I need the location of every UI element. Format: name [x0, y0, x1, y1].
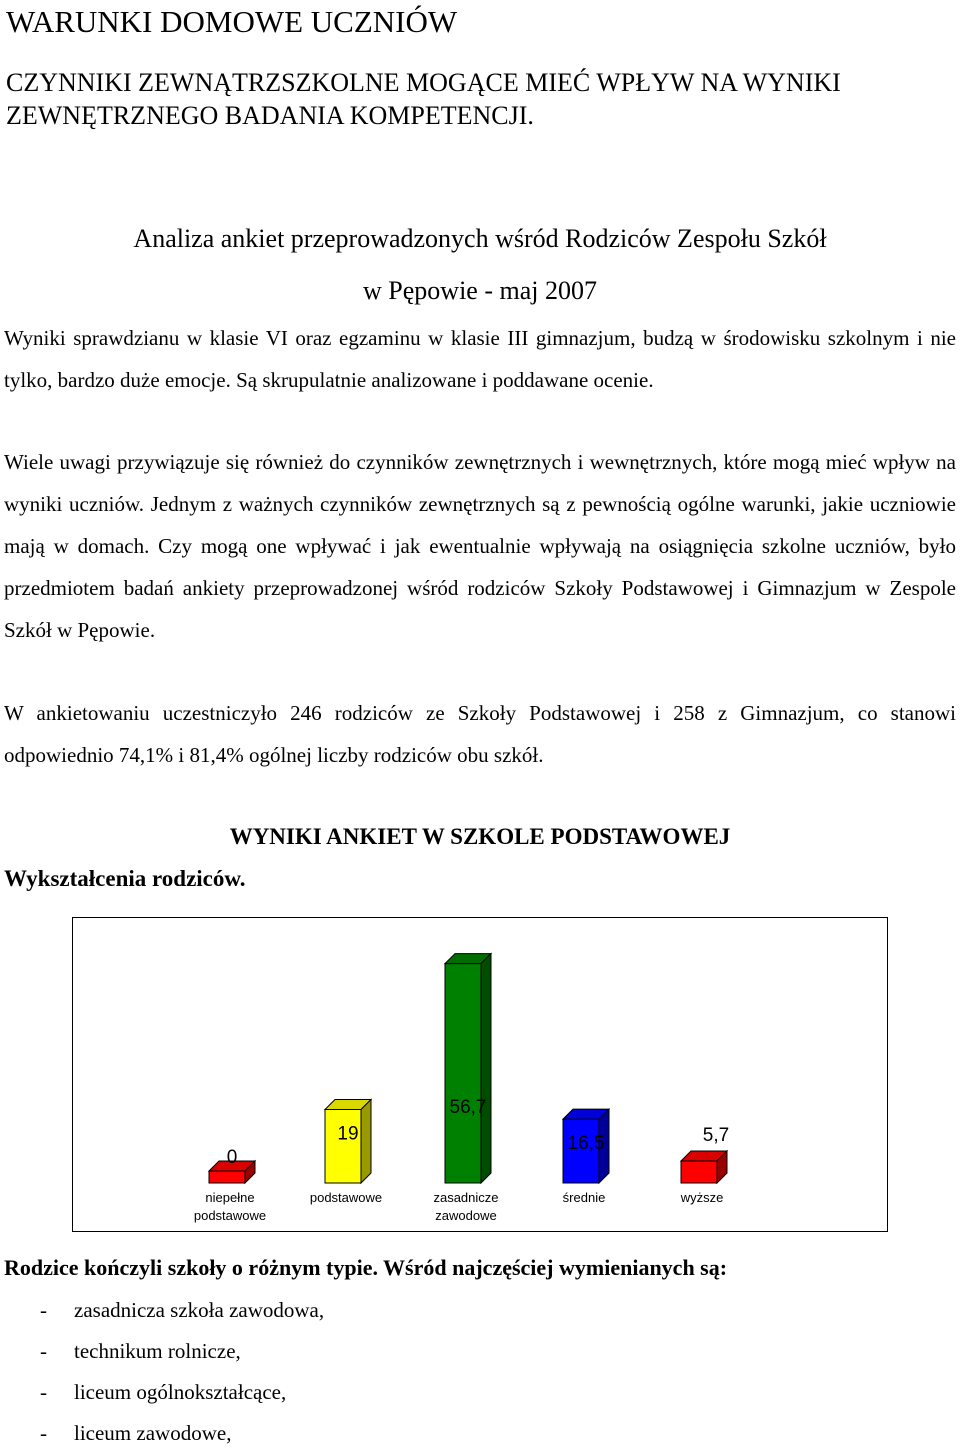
list-item — [4, 1331, 324, 1372]
bar-front — [445, 964, 481, 1183]
list-item-text: zasadnicza szkoła zawodowa, — [74, 1298, 325, 1322]
category-label: zasadnicze — [433, 1190, 499, 1205]
chart-heading: Wykształcenia rodziców. — [4, 866, 246, 891]
category-label: zawodowe — [435, 1208, 497, 1223]
bar-side — [481, 954, 491, 1183]
list-dash: - — [40, 1380, 47, 1404]
list-item-text: liceum ogólnokształcące, — [74, 1380, 287, 1404]
chart-svg — [72, 917, 888, 1233]
category-label: niepełne — [205, 1190, 255, 1205]
bar-value-label: 19 — [337, 1123, 359, 1145]
bar-front — [325, 1109, 361, 1183]
page-title: WARUNKI DOMOWE UCZNIÓW — [6, 4, 458, 39]
bar-value-label: 5,7 — [702, 1124, 730, 1146]
list-item — [4, 1372, 324, 1413]
bar-value-label: 56,7 — [449, 1096, 487, 1118]
analysis-title: Analiza ankiet przeprowadzonych wśród Rodziców Zespołu Szkół — [133, 224, 827, 253]
list-item — [4, 1290, 324, 1331]
list-dash: - — [40, 1339, 47, 1363]
list-dash: - — [40, 1421, 47, 1445]
bar-value-label: 16,5 — [567, 1133, 605, 1155]
bar-front — [209, 1171, 245, 1183]
category-label: wyższe — [680, 1190, 724, 1205]
list-item-text: technikum rolnicze, — [74, 1339, 241, 1363]
list-dash: - — [40, 1298, 47, 1322]
category-label: średnie — [562, 1190, 606, 1205]
section-title: WYNIKI ANKIET W SZKOLE PODSTAWOWEJ — [229, 824, 731, 849]
bar-side — [361, 1099, 371, 1183]
education-chart — [72, 917, 888, 1238]
analysis-subtitle: w Pępowie - maj 2007 — [363, 276, 597, 305]
school-type-list — [4, 1290, 324, 1454]
paragraph-factors: Wiele uwagi przywiązuje się również do czynników zewnętrznych i wewnętrznych, które mogą mieć wpływ na wyniki uczniów. Jednym z ważnych czynników zewnętrznych są z pewnością ogólne warunki, jakie uczniowie mają w domach. Czy mogą one wpływać i jak ewentualnie wpływają na osiągnięcia szkolne uczniów, było przedmiotem badań ankiety przeprowadzonej wśród rodziców Szkoły Podstawowej i Gimnazjum w Zespole Szkół w Pępowie. — [4, 450, 956, 642]
bar-value-label: 0 — [226, 1147, 238, 1168]
category-label: podstawowe — [193, 1208, 267, 1223]
page-subtitle: CZYNNIKI ZEWNĄTRZSZKOLNE MOGĄCE MIEĆ WPŁYW NA WYNIKI ZEWNĘTRZNEGO BADANIA KOMPETENCJI. — [6, 68, 841, 130]
summary-text: Rodzice kończyli szkoły o różnym typie. Wśród najczęściej wymienianych są: — [4, 1255, 728, 1280]
bar-3 — [445, 954, 491, 1183]
bar-front — [681, 1161, 717, 1183]
paragraph-intro: Wyniki sprawdzianu w klasie VI oraz egzaminu w klasie III gimnazjum, budzą w środowisku szkolnym i nie tylko, bardzo duże emocje. Są skrupulatnie analizowane i poddawane ocenie. — [4, 326, 956, 392]
paragraph-participation: W ankietowaniu uczestniczyło 246 rodziców ze Szkoły Podstawowej i 258 z Gimnazjum, co stanowi odpowiednio 74,1% i 81,4% ogólnej liczby rodziców obu szkół. — [4, 701, 956, 767]
bar-5 — [681, 1151, 727, 1183]
category-label: podstawowe — [309, 1190, 383, 1205]
list-item-text: liceum zawodowe, — [74, 1421, 232, 1445]
